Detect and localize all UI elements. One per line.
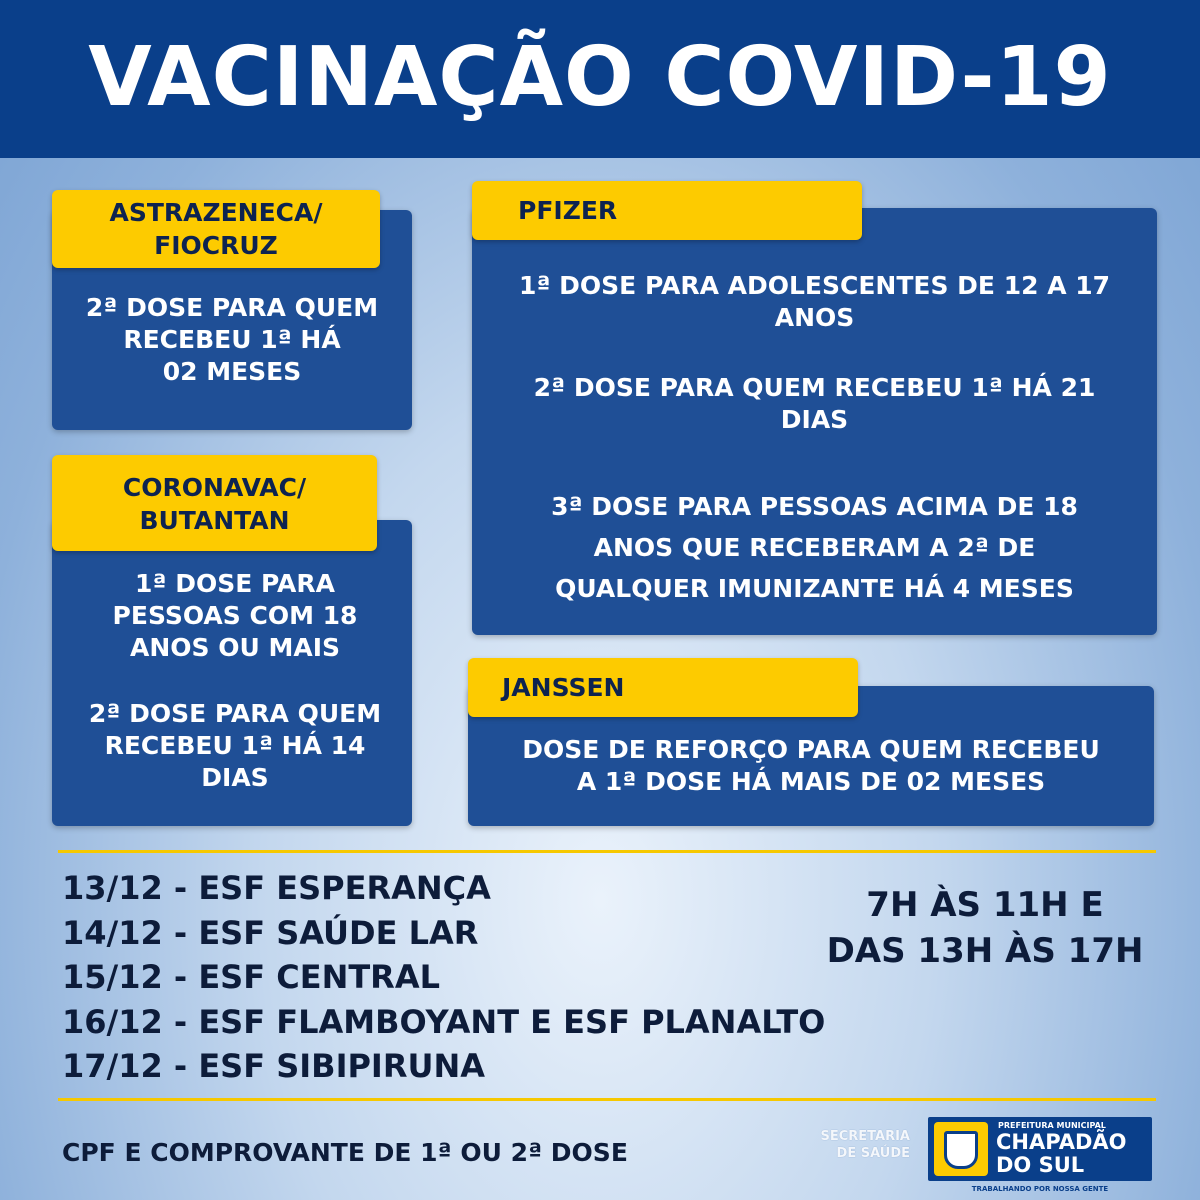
pfizer-text-1: 1ª DOSE PARA ADOLESCENTES DE 12 A 17 ANOS: [518, 271, 1111, 332]
top-divider: [58, 850, 1156, 853]
logo-tagline: TRABALHANDO POR NOSSA GENTE: [971, 1185, 1109, 1193]
astrazeneca-label: ASTRAZENECA/ FIOCRUZ: [52, 190, 380, 268]
pfizer-card: [472, 208, 1157, 635]
schedule-item: 14/12 - ESF SAÚDE LAR: [62, 914, 479, 952]
janssen-label: JANSSEN: [468, 658, 858, 717]
schedule-item: 13/12 - ESF ESPERANÇA: [62, 869, 491, 907]
logo-small-text: PREFEITURA MUNICIPAL: [998, 1121, 1106, 1130]
schedule-item: 17/12 - ESF SIBIPIRUNA: [62, 1047, 485, 1085]
pfizer-label: PFIZER: [472, 181, 862, 240]
required-documents: CPF E COMPROVANTE DE 1ª OU 2ª DOSE: [62, 1138, 628, 1167]
coronavac-text-1: 1ª DOSE PARA PESSOAS COM 18 ANOS OU MAIS: [112, 569, 358, 662]
janssen-text: DOSE DE REFORÇO PARA QUEM RECEBEU A 1ª DOSE HÁ MAIS DE 02 MESES: [522, 735, 1100, 796]
pfizer-text-2: 2ª DOSE PARA QUEM RECEBEU 1ª HÁ 21 DIAS: [533, 373, 1096, 434]
schedule-item: 15/12 - ESF CENTRAL: [62, 958, 440, 996]
header-banner: [0, 0, 1200, 158]
page-title: VACINAÇÃO COVID-19: [88, 30, 1112, 125]
pfizer-text-3: 3ª DOSE PARA PESSOAS ACIMA DE 18 ANOS QUE RECEBERAM A 2ª DE QUALQUER IMUNIZANTE HÁ 4 MESES: [551, 492, 1078, 603]
prefeitura-logo: [928, 1117, 1152, 1181]
schedule-item: 16/12 - ESF FLAMBOYANT E ESF PLANALTO: [62, 1003, 826, 1041]
coronavac-card: [52, 520, 412, 826]
city-crest-icon: [934, 1122, 988, 1176]
bottom-divider: [58, 1098, 1156, 1101]
logo-city-name: CHAPADÃO DO SUL: [996, 1130, 1127, 1177]
coronavac-label: CORONAVAC/ BUTANTAN: [52, 455, 377, 551]
astrazeneca-text: 2ª DOSE PARA QUEM RECEBEU 1ª HÁ 02 MESES: [85, 293, 379, 386]
secretaria-label: SECRETARIA DE SAÚDE: [820, 1129, 910, 1161]
coronavac-text-2: 2ª DOSE PARA QUEM RECEBEU 1ª HÁ 14 DIAS: [88, 699, 382, 792]
opening-hours: 7H ÀS 11H E DAS 13H ÀS 17H: [826, 885, 1144, 971]
